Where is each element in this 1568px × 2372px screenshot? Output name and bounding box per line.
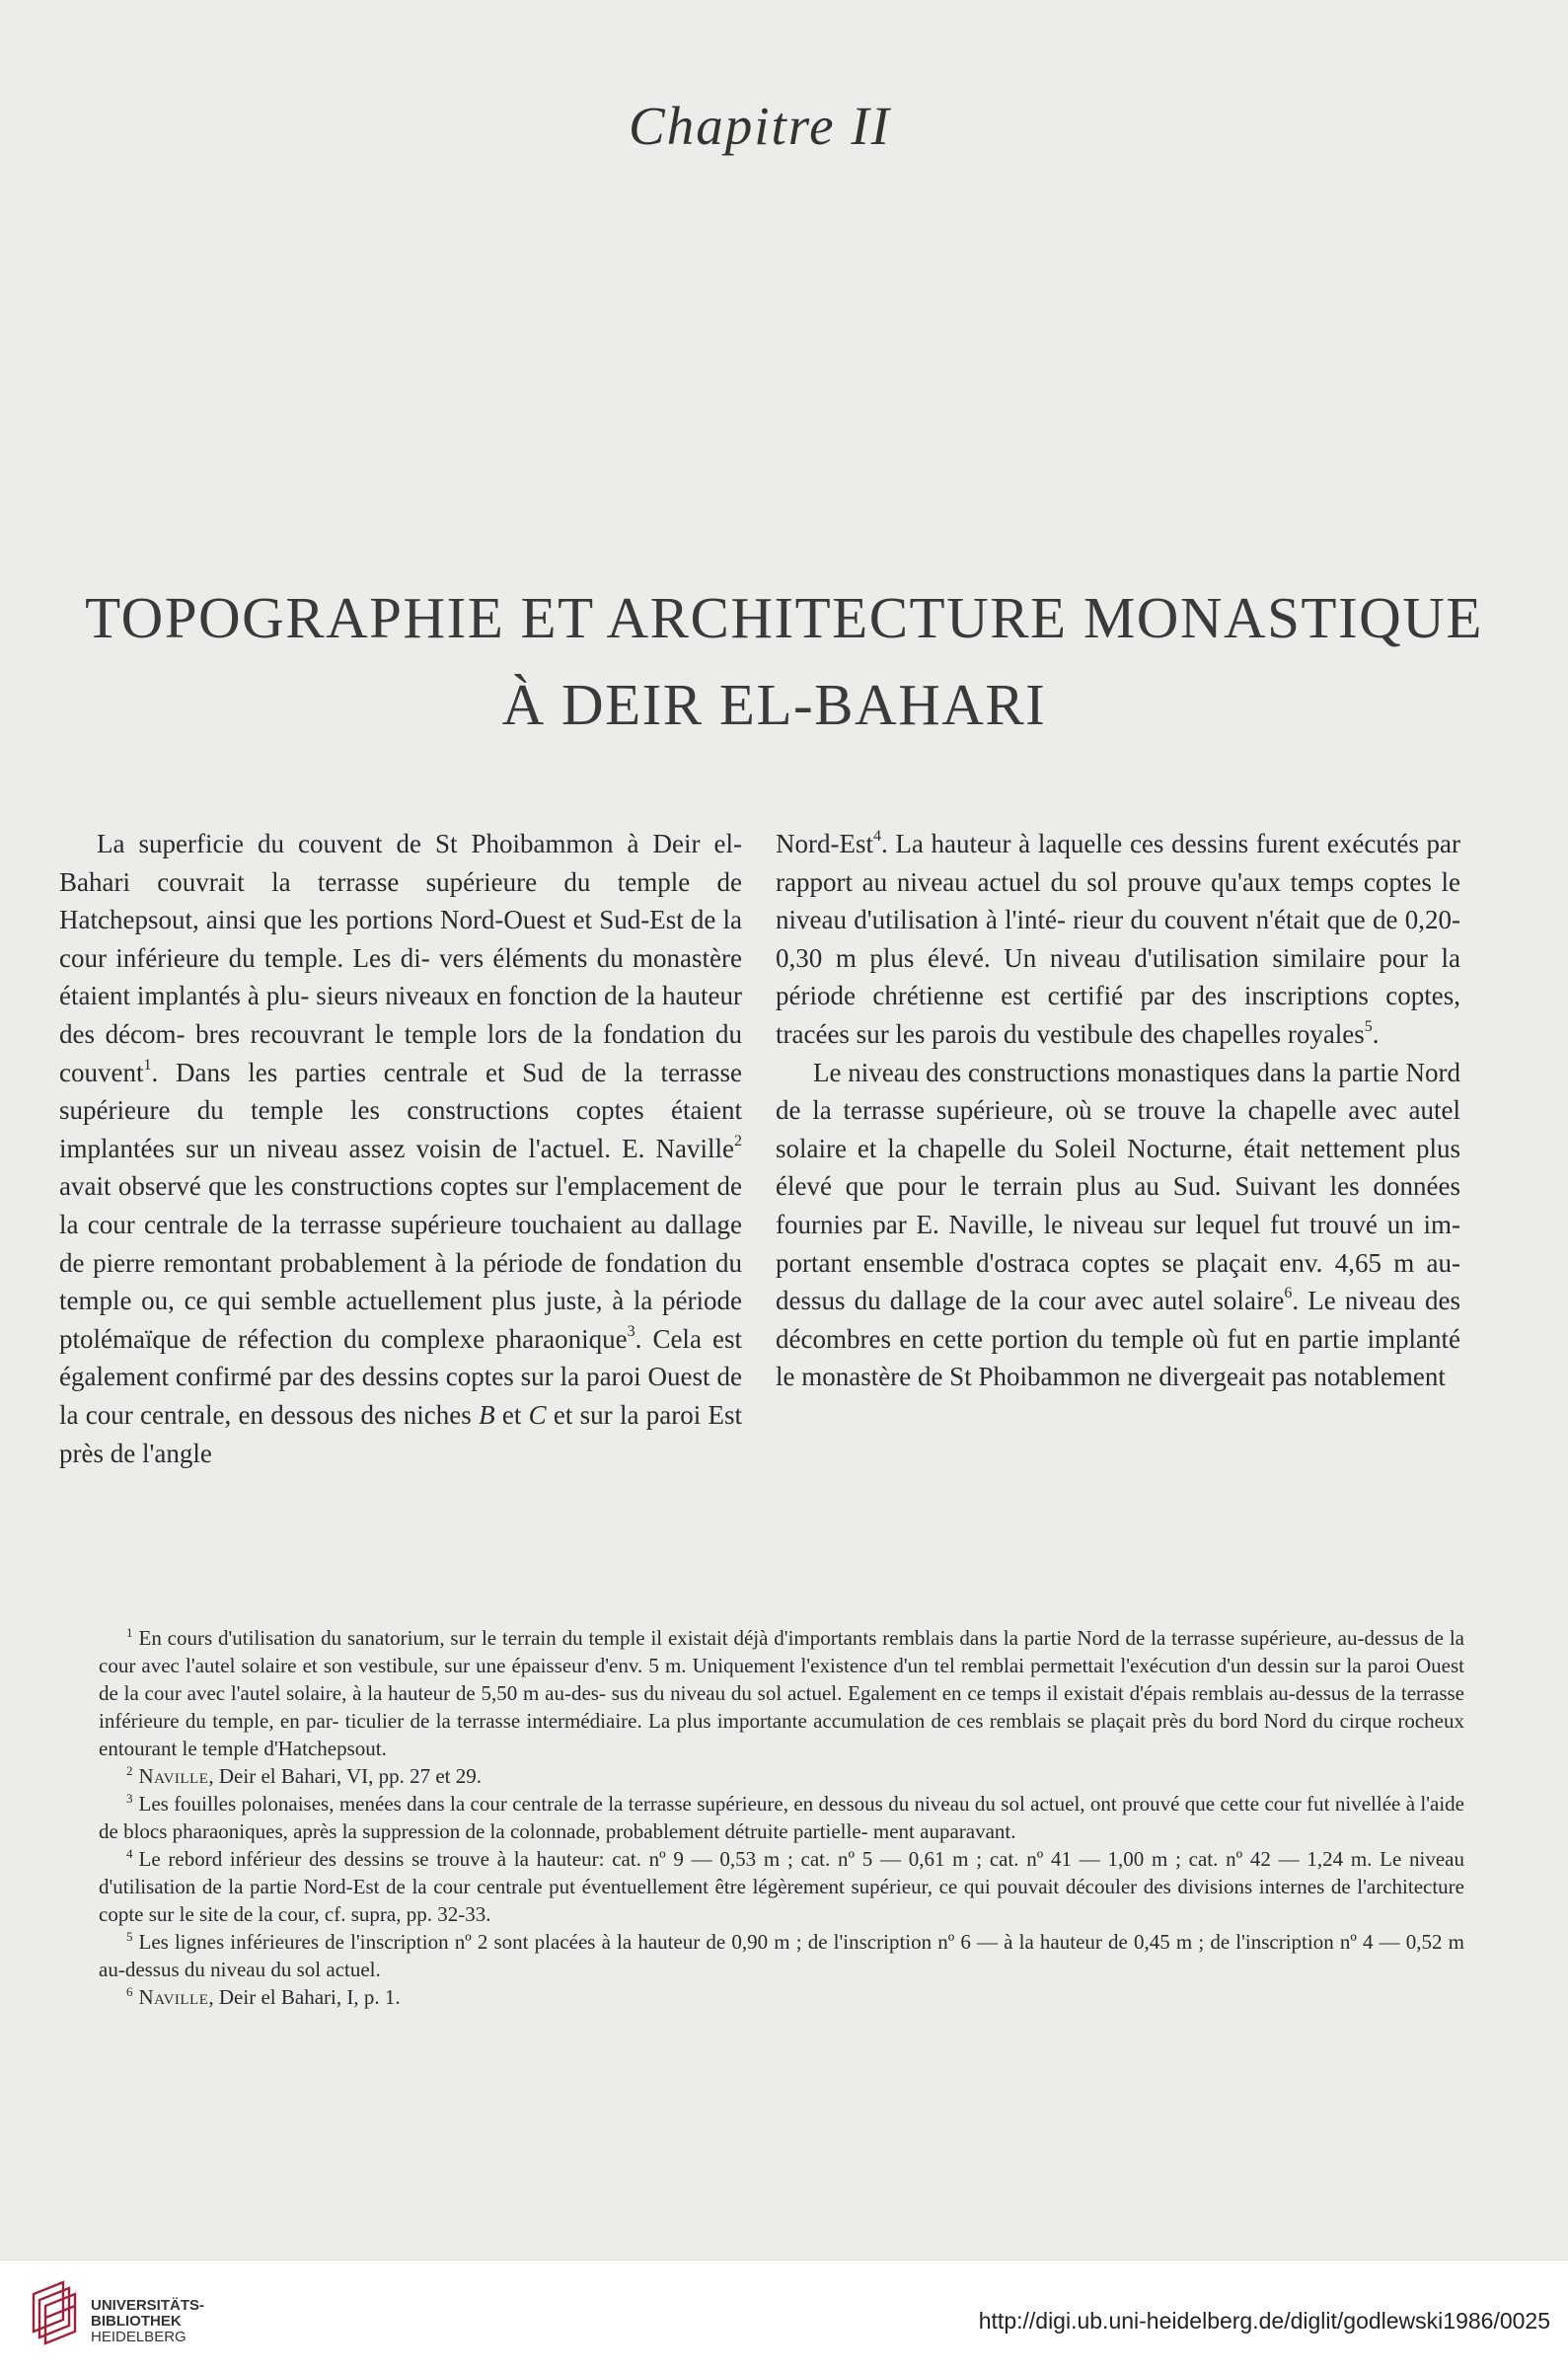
footnote-number: 1 (126, 1625, 133, 1640)
logo-line: BIBLIOTHEK (91, 2313, 182, 2330)
text-run: . Cela est également confirmé par des dessins coptes sur la paroi Ouest de la cour centrale, en dessous des niches (59, 1323, 742, 1430)
footnote-ref: 3 (627, 1322, 635, 1340)
text-run: . (1372, 1018, 1380, 1049)
footnote-text: En cours d'utilisation du sanatorium, sur le terrain du temple il existait déjà d'importants remblais dans la partie Nord de la terrasse supérieure, au-dessus de la cour avec l'autel solaire et son vestibule, sur une épaisseur d'env. 5 m. Uniquement l'existence d'un tel remblai permettait l'exécution d'un dessin sur la paroi Ouest de la cour avec l'autel solaire, à la hauteur de 5,50 m au-des- sus du niveau du sol actuel. Egalement en ce temps il existait d'épais remblais au-dessus de la terrasse inférieure du temple, en par- ticulier de la terrasse intermédiaire. La plus importante accumulation de ces remblais se plaçait près du bord Nord du cirque rocheux entourant le temple d'Hatchepsout. (99, 1626, 1464, 1760)
footnote-number: 2 (126, 1763, 133, 1778)
footnote (99, 1845, 1464, 1928)
footnote-text: , Deir el Bahari, VI, pp. 27 et 29. (208, 1764, 483, 1788)
footnote-number: 4 (126, 1846, 133, 1861)
body-column-right (776, 825, 1460, 1396)
library-logo-icon (26, 2274, 85, 2353)
body-column-left (59, 825, 742, 1472)
footnote-number: 5 (126, 1929, 133, 1944)
footnote-ref: 4 (872, 828, 881, 845)
text-run: et sur la paroi Est près de l'angle (59, 1399, 742, 1468)
logo-line: HEIDELBERG (91, 2329, 187, 2345)
footnote-ref: 5 (1364, 1017, 1373, 1035)
footnote (99, 1624, 1464, 1762)
author-name: Naville (138, 1764, 209, 1788)
paragraph (59, 825, 742, 1472)
library-footer (0, 2260, 1568, 2372)
chapter-heading: Chapitre II (629, 96, 891, 156)
paragraph (776, 825, 1460, 1054)
text-run: La superficie du couvent de St Phoibammon à Deir el-Bahari couvrait la terrasse supérieure du temple de Hatchepsout, ainsi que les portions Nord-Ouest et Sud-Est de la cour inférieure du temple. Les di- vers éléments du monastère étaient implantés à plu- sieurs niveaux en fonction de la hauteur des décom- bres recouvrant le temple lors de la fondation du couvent (59, 829, 742, 1087)
paragraph (776, 1054, 1460, 1396)
footnote-number: 3 (126, 1791, 133, 1806)
footnote (99, 1790, 1464, 1845)
footnote-ref: 2 (734, 1132, 742, 1149)
title-line-2: À DEIR EL-BAHARI (501, 672, 1047, 737)
footnote (99, 1762, 1464, 1790)
footnote (99, 1983, 1464, 2011)
niche-label: C (528, 1399, 547, 1430)
footnote-text: , Deir el Bahari, I, p. 1. (208, 1985, 401, 2009)
library-logo-text (91, 2298, 204, 2345)
footnotes (99, 1624, 1464, 2011)
text-run: et (494, 1399, 529, 1430)
title-line-1: TOPOGRAPHIE ET ARCHITECTURE MONASTIQUE (85, 585, 1483, 650)
text-run: . Dans les parties centrale et Sud de la terrasse supérieure du temple les constructions coptes étaient implantées sur un niveau assez voisin de l'actuel. E. Naville (59, 1057, 742, 1163)
logo-line: UNIVERSITÄTS- (91, 2297, 205, 2314)
text-run: Le niveau des constructions monastiques dans la partie Nord de la terrasse supérieure, où se trouve la chapelle avec autel solaire et la chapelle du Soleil Nocturne, était nettement plus élevé que pour le terrain plus au Sud. Suivant les données fournies par E. Naville, le niveau sur lequel fut trouvé un im- portant ensemble d'ostraca coptes se plaçait env. 4,65 m au-dessus du dallage de la cour avec autel solaire (776, 1057, 1460, 1316)
footnote-number: 6 (126, 1984, 133, 1999)
footnote-text: Les fouilles polonaises, menées dans la cour centrale de la terrasse supérieure, en dessous du niveau du sol actuel, ont prouvé que cette cour fut nivellée à l'aide de blocs pharaoniques, après la suppression de la colonnade, probablement détruite partielle- ment auparavant. (99, 1792, 1464, 1843)
footnote (99, 1928, 1464, 1983)
author-name: Naville (138, 1985, 209, 2009)
text-run: avait observé que les constructions coptes sur l'emplacement de la cour centrale de la terrasse supérieure touchaient au dallage de pierre remontant probablement à la période de fondation du temple ou, ce qui semble actuellement plus juste, à la période ptolémaïque de réfection du complexe pharaonique (59, 1171, 742, 1354)
text-run: Nord-Est (776, 829, 873, 858)
footnote-text: Les lignes inférieures de l'inscription nº 2 sont placées à la hauteur de 0,90 m ; de l'inscription nº 6 — à la hauteur de 0,45 m ; de l'inscription nº 4 — 0,52 m au-dessus du niveau du sol actuel. (99, 1930, 1464, 1981)
source-url-link[interactable]: http://digi.ub.uni-heidelberg.de/diglit/godlewski1986/0025 (978, 2308, 1550, 2334)
footnote-text: Le rebord inférieur des dessins se trouve à la hauteur: cat. nº 9 — 0,53 m ; cat. nº 5 — 0,61 m ; cat. nº 41 — 1,00 m ; cat. nº 42 — 1,24 m. Le niveau d'utilisation de la partie Nord-Est de la cour centrale put éventuellement être légèrement supérieur, ce qui pouvait découler des divisions internes de l'architecture copte sur le site de la cour, cf. supra, pp. 32-33. (99, 1847, 1464, 1926)
text-run: . La hauteur à laquelle ces dessins furent exécutés par rapport au niveau actuel du sol prouve qu'aux temps coptes le niveau d'utilisation à l'inté- rieur du couvent n'était que de 0,20-0,30 m plus élevé. Un niveau d'utilisation similaire pour la période chrétienne est certifié par des inscriptions coptes, tracées sur les parois du vestibule des chapelles royales (776, 829, 1460, 1049)
footnote-ref: 1 (143, 1056, 152, 1074)
niche-label: B (479, 1399, 495, 1430)
text-run: . Le niveau des décombres en cette portion du temple où fut en partie implanté le monastère de St Phoibammon ne divergeait pas notablement (776, 1286, 1461, 1392)
footnote-ref: 6 (1284, 1285, 1293, 1302)
